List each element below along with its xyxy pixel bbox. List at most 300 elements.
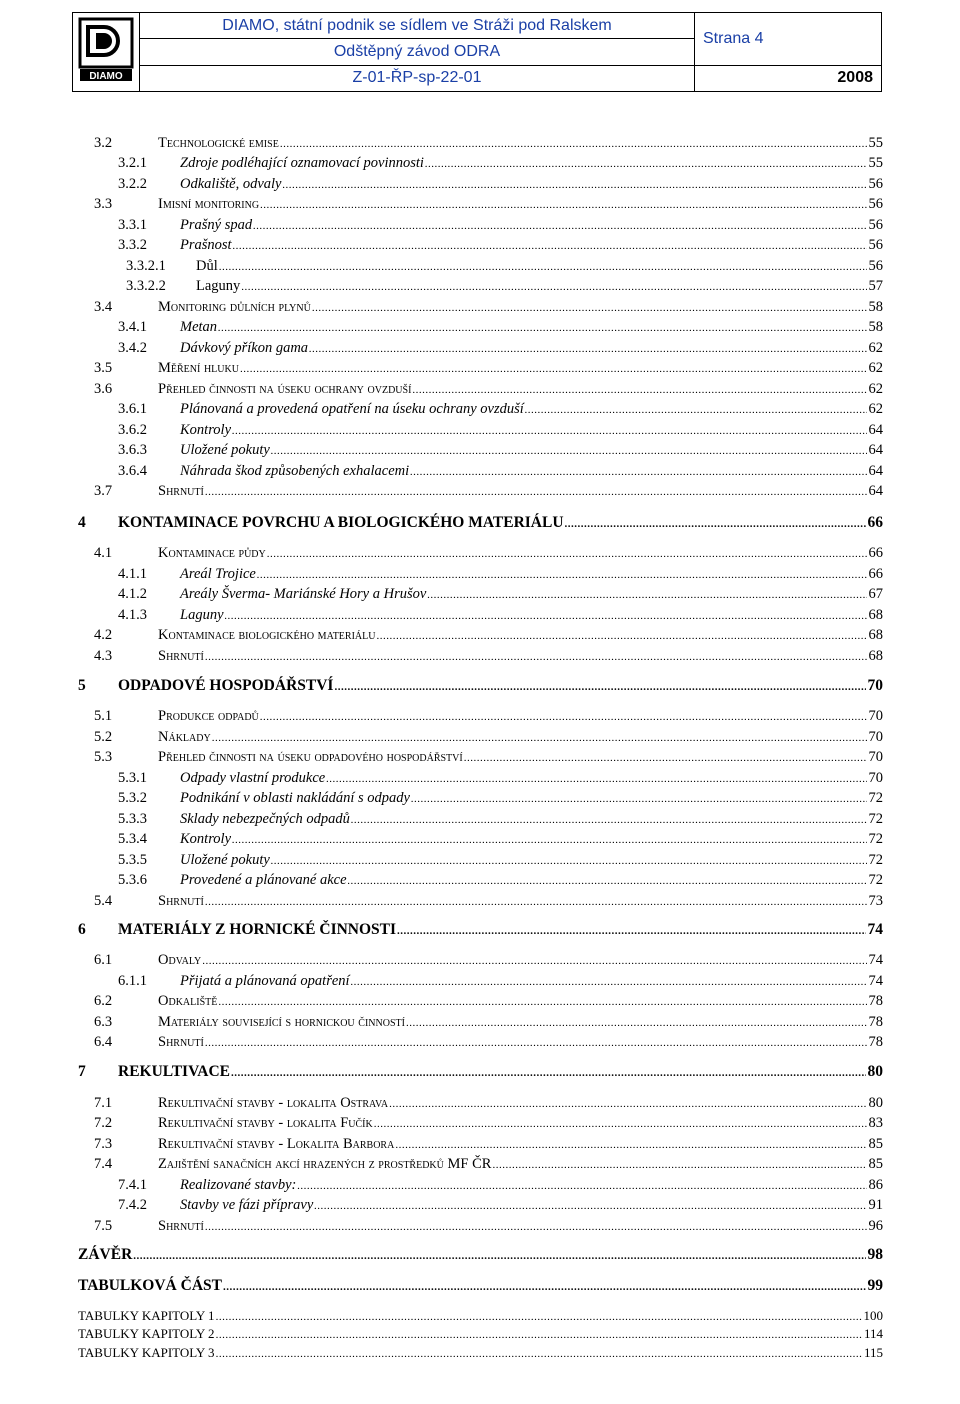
toc-entry-title: Zajištění sanačních akcí hrazených z prostředků MF ČR — [158, 1156, 492, 1172]
toc-entry-page: 68 — [868, 627, 883, 643]
toc-entry-title: Plánovaná a provedená opatření na úseku ochrany ovzduší — [180, 401, 524, 417]
toc-entry-number: 6.1 — [94, 952, 113, 968]
toc-entry-line — [158, 625, 883, 646]
toc-entry-page: 100 — [863, 1308, 883, 1323]
toc-leader-dots — [406, 1013, 867, 1033]
toc-entry[interactable] — [0, 358, 960, 378]
logo-cell — [73, 13, 140, 92]
toc-entry-number: 7.1 — [94, 1095, 113, 1111]
toc-entry[interactable] — [0, 513, 960, 533]
toc-entry-page: 70 — [868, 708, 883, 724]
toc-entry-title: Rekultivační stavby - lokalita Ostrava — [158, 1095, 389, 1111]
toc-entry-number: 7.3 — [94, 1136, 113, 1152]
toc-entry-page: 78 — [868, 1014, 883, 1030]
toc-entry-page: 56 — [868, 258, 883, 274]
toc-leader-dots — [257, 565, 867, 585]
toc-entry[interactable] — [0, 215, 960, 235]
toc-entry-number: 7.4 — [94, 1156, 113, 1172]
toc-entry-page: 99 — [867, 1277, 883, 1294]
toc-entry-title: Shrnutí — [158, 483, 204, 499]
toc-entry-page: 62 — [868, 360, 883, 376]
toc-entry-page: 64 — [868, 442, 883, 458]
toc-entry-title: REKULTIVACE — [118, 1063, 230, 1080]
toc-entry-number: 3.3 — [94, 196, 113, 212]
toc-entry-number: 5 — [78, 677, 86, 694]
toc-leader-dots — [397, 921, 865, 941]
toc-entry[interactable] — [0, 646, 960, 666]
header-branch: Odštěpný závod ODRA — [140, 39, 695, 65]
toc-entry-title: Kontaminace biologického materiálu — [158, 627, 376, 643]
toc-entry-page: 72 — [868, 872, 883, 888]
toc-entry-line — [180, 1175, 883, 1196]
toc-entry[interactable] — [0, 235, 960, 255]
toc-leader-dots — [205, 1217, 867, 1237]
toc-leader-dots — [260, 195, 866, 215]
toc-entry[interactable] — [0, 829, 960, 849]
toc-entry[interactable] — [0, 420, 960, 440]
toc-leader-dots — [410, 462, 866, 482]
toc-entry-page: 67 — [868, 586, 883, 602]
toc-entry-number: 5.3.1 — [118, 770, 147, 786]
toc-entry-line — [180, 584, 883, 605]
toc-entry-line — [158, 1134, 883, 1155]
toc-entry-page: 58 — [868, 299, 883, 315]
toc-entry-number: 4 — [78, 514, 86, 531]
toc-entry-line — [158, 1216, 883, 1237]
toc-entry-page: 74 — [868, 952, 883, 968]
toc-entry[interactable] — [0, 920, 960, 940]
toc-leader-dots — [260, 707, 867, 727]
toc-entry-page: 83 — [868, 1115, 883, 1131]
toc-leader-dots — [312, 298, 867, 318]
toc-leader-dots — [425, 154, 867, 174]
toc-entry[interactable] — [0, 276, 960, 296]
toc-entry[interactable] — [0, 1134, 960, 1154]
toc-entry-page: 57 — [868, 278, 883, 294]
toc-entry-line — [180, 420, 883, 441]
toc-entry-line — [118, 920, 883, 941]
toc-entry-line — [180, 153, 883, 174]
toc-entry-line — [180, 215, 883, 236]
toc-entry-page: 72 — [868, 852, 883, 868]
toc-leader-dots — [411, 789, 867, 809]
toc-entry-number: 3.6.1 — [118, 401, 147, 417]
toc-entry-title: KONTAMINACE POVRCHU A BIOLOGICKÉHO MATERIÁLU — [118, 514, 564, 531]
toc-entry-number: 5.3 — [94, 749, 113, 765]
toc-entry-number: 3.4.2 — [118, 340, 147, 356]
toc-leader-dots — [271, 851, 867, 871]
toc-entry-page: 72 — [868, 811, 883, 827]
toc-entry-title: Rekultivační stavby - lokalita Fučík — [158, 1115, 373, 1131]
toc-entry-title: Uložené pokuty — [180, 442, 270, 458]
toc-leader-dots — [202, 951, 866, 971]
toc-entry-page: 56 — [868, 217, 883, 233]
toc-leader-dots — [267, 544, 867, 564]
toc-entry-line — [180, 399, 883, 420]
toc-entry[interactable] — [0, 1012, 960, 1032]
toc-entry-title: Materiály související s hornickou činností — [158, 1014, 405, 1030]
toc-leader-dots — [464, 748, 867, 768]
toc-entry-title: Shrnutí — [158, 648, 204, 664]
toc-leader-dots — [232, 830, 866, 850]
toc-leader-dots — [351, 810, 867, 830]
toc-entry-page: 55 — [868, 155, 883, 171]
toc-entry-page: 64 — [868, 463, 883, 479]
toc-entry[interactable] — [0, 605, 960, 625]
toc-leader-dots — [412, 380, 866, 400]
toc-leader-dots — [253, 216, 866, 236]
toc-leader-dots — [389, 1094, 866, 1114]
toc-entry-line — [78, 1276, 883, 1297]
toc-leader-dots — [282, 175, 866, 195]
toc-entry-line — [180, 809, 883, 830]
toc-entry-line — [196, 276, 883, 297]
toc-entry-number: 7.5 — [94, 1218, 113, 1234]
toc-entry-title: Technologické emise — [158, 135, 279, 151]
toc-leader-dots — [280, 134, 867, 154]
toc-entry-line — [78, 1245, 883, 1266]
toc-entry[interactable] — [0, 768, 960, 788]
toc-entry-page: 91 — [868, 1197, 883, 1213]
toc-entry[interactable] — [0, 891, 960, 911]
toc-leader-dots — [492, 1155, 866, 1175]
toc-entry[interactable] — [0, 1093, 960, 1113]
toc-entry[interactable] — [0, 1062, 960, 1082]
toc-entry-page: 115 — [863, 1345, 883, 1360]
toc-entry[interactable] — [0, 950, 960, 970]
toc-leader-dots — [205, 892, 867, 912]
toc-leader-dots — [223, 1277, 866, 1297]
toc-entry-line — [158, 991, 883, 1012]
toc-entry-page: 66 — [868, 545, 883, 561]
toc-entry-number: 7 — [78, 1063, 86, 1080]
toc-leader-dots — [374, 1114, 867, 1134]
toc-entry-number: 6.2 — [94, 993, 113, 1009]
toc-entry-number: 5.3.3 — [118, 811, 147, 827]
toc-entry-number: 4.2 — [94, 627, 113, 643]
toc-entry-line — [180, 788, 883, 809]
toc-entry-page: 56 — [868, 196, 883, 212]
toc-entry-number: 3.6 — [94, 381, 113, 397]
toc-entry-number: 6 — [78, 921, 86, 938]
toc-entry-line — [158, 706, 883, 727]
toc-entry[interactable] — [0, 727, 960, 747]
toc-entry-page: 78 — [868, 993, 883, 1009]
toc-entry-title: Náhrada škod způsobených exhalacemi — [180, 463, 410, 479]
toc-entry-line — [158, 646, 883, 667]
toc-entry-title: ODPADOVÉ HOSPODÁŘSTVÍ — [118, 677, 334, 694]
toc-entry[interactable] — [0, 676, 960, 696]
toc-entry[interactable] — [0, 1306, 960, 1326]
toc-leader-dots — [240, 359, 867, 379]
toc-entry[interactable] — [0, 747, 960, 767]
toc-entry-title: Areály Šverma- Mariánské Hory a Hrušov — [180, 586, 427, 602]
toc-entry-number: 3.3.1 — [118, 217, 147, 233]
toc-leader-dots — [271, 441, 867, 461]
toc-entry-line — [158, 950, 883, 971]
toc-entry-line — [158, 1012, 883, 1033]
toc-entry-page: 56 — [868, 176, 883, 192]
toc-entry-line — [158, 1154, 883, 1175]
toc-leader-dots — [427, 585, 866, 605]
toc-entry-title: Zdroje podléhající oznamovací povinnosti — [180, 155, 424, 171]
toc-entry-number: 4.1.1 — [118, 566, 147, 582]
toc-entry-title: Rekultivační stavby - Lokalita Barbora — [158, 1136, 395, 1152]
toc-entry-title: Prašnost — [180, 237, 232, 253]
toc-entry-page: 85 — [868, 1156, 883, 1172]
toc-entry-title: Odpady vlastní produkce — [180, 770, 326, 786]
toc-entry-line — [180, 850, 883, 871]
toc-entry-number: 3.3.2 — [118, 237, 147, 253]
toc-entry-title: Produkce odpadů — [158, 708, 259, 724]
toc-entry[interactable] — [0, 399, 960, 419]
toc-entry-page: 58 — [868, 319, 883, 335]
toc-entry-title: Sklady nebezpečných odpadů — [180, 811, 350, 827]
toc-entry[interactable] — [0, 809, 960, 829]
toc-entry[interactable] — [0, 440, 960, 460]
toc-leader-dots — [232, 421, 866, 441]
toc-leader-dots — [205, 482, 867, 502]
toc-entry-line — [180, 317, 883, 338]
toc-entry-line — [180, 605, 883, 626]
toc-entry[interactable] — [0, 1245, 960, 1265]
toc-leader-dots — [241, 277, 866, 297]
toc-entry-page: 78 — [868, 1034, 883, 1050]
toc-entry-line — [158, 297, 883, 318]
toc-entry-page: 73 — [868, 893, 883, 909]
toc-entry-title: Shrnutí — [158, 893, 204, 909]
toc-leader-dots — [218, 318, 866, 338]
toc-entry[interactable] — [0, 788, 960, 808]
toc-entry-line — [78, 1324, 883, 1345]
toc-leader-dots — [376, 626, 866, 646]
toc-entry-number: 3.5 — [94, 360, 113, 376]
toc-entry-page: 74 — [867, 921, 883, 938]
toc-entry-line — [158, 1093, 883, 1114]
toc-entry-title: Imisní monitoring — [158, 196, 260, 212]
toc-entry-title: Kontroly — [180, 422, 232, 438]
toc-entry[interactable] — [0, 850, 960, 870]
toc-entry-line — [180, 564, 883, 585]
toc-entry-page: 74 — [868, 973, 883, 989]
toc-entry-page: 64 — [868, 422, 883, 438]
toc-entry[interactable] — [0, 991, 960, 1011]
toc-entry-title: Měření hluku — [158, 360, 239, 376]
toc-entry-line — [180, 971, 883, 992]
toc-entry-line — [158, 727, 883, 748]
toc-leader-dots — [525, 400, 867, 420]
toc-entry[interactable] — [0, 584, 960, 604]
toc-entry[interactable] — [0, 1175, 960, 1195]
toc-entry-title: Dávkový příkon gama — [180, 340, 309, 356]
toc-entry-number: 4.3 — [94, 648, 113, 664]
toc-entry-line — [158, 747, 883, 768]
toc-entry-number: 7.4.2 — [118, 1197, 147, 1213]
toc-entry-line — [158, 358, 883, 379]
toc-entry[interactable] — [0, 317, 960, 337]
toc-entry-title: Laguny — [196, 278, 241, 294]
toc-entry-line — [158, 194, 883, 215]
toc-entry-line — [158, 481, 883, 502]
toc-entry[interactable] — [0, 461, 960, 481]
toc-entry-page: 72 — [868, 790, 883, 806]
diamo-logo-icon — [76, 15, 136, 85]
toc-entry[interactable] — [0, 870, 960, 890]
toc-entry-page: 70 — [868, 770, 883, 786]
toc-entry-title: Areál Trojice — [180, 566, 256, 582]
toc-entry-number: 6.3 — [94, 1014, 113, 1030]
toc-entry-title: Náklady — [158, 729, 211, 745]
toc-entry-title: Uložené pokuty — [180, 852, 270, 868]
toc-entry-line — [158, 1113, 883, 1134]
toc-leader-dots — [309, 339, 866, 359]
toc-entry-page: 68 — [868, 648, 883, 664]
toc-leader-dots — [231, 1063, 866, 1083]
header-year: 2008 — [695, 65, 882, 91]
header-doc-code: Z-01-ŘP-sp-22-01 — [140, 65, 695, 91]
toc-entry-page: 70 — [868, 749, 883, 765]
toc-entry-line — [180, 235, 883, 256]
toc-entry[interactable] — [0, 338, 960, 358]
toc-entry-line — [180, 440, 883, 461]
toc-entry-line — [78, 1343, 883, 1364]
toc-entry[interactable] — [0, 174, 960, 194]
toc-entry-line — [158, 543, 883, 564]
toc-leader-dots — [395, 1135, 866, 1155]
toc-entry[interactable] — [0, 1032, 960, 1052]
toc-entry-page: 80 — [868, 1095, 883, 1111]
toc-entry-number: 4.1.3 — [118, 607, 147, 623]
toc-entry-line — [180, 461, 883, 482]
toc-entry-page: 62 — [868, 401, 883, 417]
toc-entry[interactable] — [0, 133, 960, 153]
toc-entry-title: Provedené a plánované akce — [180, 872, 347, 888]
toc-leader-dots — [233, 236, 867, 256]
toc-entry-title: Podnikání v oblasti nakládání s odpady — [180, 790, 410, 806]
toc-entry-number: 5.1 — [94, 708, 113, 724]
toc-entry-title: Odkaliště, odvaly — [180, 176, 282, 192]
toc-entry-title: ZÁVĚR — [78, 1246, 133, 1263]
toc-entry-page: 98 — [867, 1246, 883, 1263]
toc-entry-number: 5.3.2 — [118, 790, 147, 806]
toc-entry-page: 114 — [863, 1326, 883, 1341]
logo-text: DIAMO — [89, 70, 123, 82]
toc-entry-title: Důl — [196, 258, 218, 274]
toc-entry[interactable] — [0, 564, 960, 584]
toc-entry-page: 96 — [868, 1218, 883, 1234]
toc-entry-number: 7.4.1 — [118, 1177, 147, 1193]
toc-entry-line — [180, 1195, 883, 1216]
toc-entry-line — [180, 768, 883, 789]
toc-entry[interactable] — [0, 256, 960, 276]
toc-entry-page: 62 — [868, 381, 883, 397]
toc-entry[interactable] — [0, 297, 960, 317]
toc-entry-title: Přehled činnosti na úseku odpadového hospodářství — [158, 749, 463, 765]
toc-entry[interactable] — [0, 625, 960, 645]
toc-entry[interactable] — [0, 481, 960, 501]
toc-leader-dots — [351, 972, 867, 992]
toc-leader-dots — [348, 871, 867, 891]
toc-entry-line — [180, 174, 883, 195]
toc-entry[interactable] — [0, 1154, 960, 1174]
toc-entry-title: Odkaliště — [158, 993, 218, 1009]
toc-entry-line — [158, 133, 883, 154]
toc-entry-line — [118, 676, 883, 697]
toc-entry[interactable] — [0, 1113, 960, 1133]
toc-entry-line — [158, 891, 883, 912]
toc-entry-page: 68 — [868, 607, 883, 623]
toc-entry-number: 5.3.6 — [118, 872, 147, 888]
toc-entry-title: Odvaly — [158, 952, 202, 968]
toc-entry-page: 62 — [868, 340, 883, 356]
toc-entry-title: Shrnutí — [158, 1034, 204, 1050]
toc-entry-page: 56 — [868, 237, 883, 253]
toc-entry-title: TABULKY KAPITOLY 2 — [78, 1326, 215, 1341]
toc-entry-line — [180, 338, 883, 359]
toc-entry-number: 6.4 — [94, 1034, 113, 1050]
toc-entry[interactable] — [0, 153, 960, 173]
toc-leader-dots — [565, 514, 866, 534]
toc-entry-line — [180, 870, 883, 891]
toc-leader-dots — [219, 257, 867, 277]
toc-leader-dots — [133, 1246, 865, 1266]
toc-entry-title: Shrnutí — [158, 1218, 204, 1234]
toc-entry-number: 6.1.1 — [118, 973, 147, 989]
document-header — [72, 12, 882, 92]
toc-entry-title: Přehled činnosti na úseku ochrany ovzduší — [158, 381, 412, 397]
toc-entry-line — [118, 513, 883, 534]
toc-entry[interactable] — [0, 379, 960, 399]
toc-leader-dots — [216, 1344, 862, 1364]
toc-leader-dots — [205, 647, 867, 667]
toc-entry-page: 80 — [867, 1063, 883, 1080]
toc-entry-page: 66 — [867, 514, 883, 531]
toc-entry-page: 72 — [868, 831, 883, 847]
toc-leader-dots — [218, 992, 866, 1012]
header-page-label: Strana 4 — [695, 13, 882, 66]
toc-leader-dots — [314, 1196, 866, 1216]
toc-entry[interactable] — [0, 1324, 960, 1344]
toc-entry[interactable] — [0, 971, 960, 991]
toc-entry-number: 4.1 — [94, 545, 113, 561]
toc-entry-title: TABULKY KAPITOLY 1 — [78, 1308, 215, 1323]
toc-entry-number: 3.7 — [94, 483, 113, 499]
toc-entry-title: Kontroly — [180, 831, 232, 847]
toc-entry-number: 3.4 — [94, 299, 113, 315]
toc-leader-dots — [212, 728, 867, 748]
toc-entry-number: 5.3.4 — [118, 831, 147, 847]
toc-entry[interactable] — [0, 1276, 960, 1296]
toc-entry[interactable] — [0, 1195, 960, 1215]
toc-entry[interactable] — [0, 1343, 960, 1363]
toc-entry-page: 55 — [868, 135, 883, 151]
toc-leader-dots — [326, 769, 866, 789]
toc-entry[interactable] — [0, 1216, 960, 1236]
toc-entry-number: 3.6.2 — [118, 422, 147, 438]
toc-entry[interactable] — [0, 706, 960, 726]
toc-entry-number: 5.3.5 — [118, 852, 147, 868]
toc-entry-page: 85 — [868, 1136, 883, 1152]
toc-entry-line — [158, 379, 883, 400]
toc-entry-page: 66 — [868, 566, 883, 582]
toc-leader-dots — [225, 606, 867, 626]
toc-entry-number: 3.2 — [94, 135, 113, 151]
toc-entry-number: 3.4.1 — [118, 319, 147, 335]
toc-entry[interactable] — [0, 543, 960, 563]
toc-entry-title: Přijatá a plánovaná opatření — [180, 973, 350, 989]
toc-entry-page: 70 — [868, 729, 883, 745]
toc-entry[interactable] — [0, 194, 960, 214]
